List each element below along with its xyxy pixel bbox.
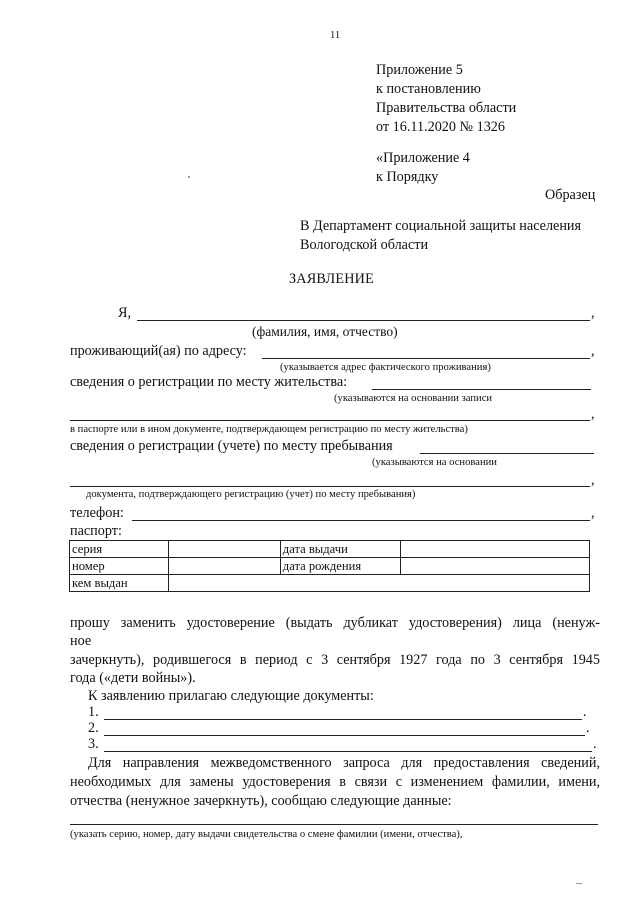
address-hint: (указывается адрес фактического проживания) xyxy=(280,362,491,373)
series-value-cell[interactable] xyxy=(168,541,280,558)
request-line-1: прошу заменить удостоверение (выдать дубликат удостоверения) лица (ненуж- xyxy=(70,615,600,631)
stay-label: сведения о регистрации (учете) по месту пребывания xyxy=(70,438,393,454)
passport-row-2 xyxy=(70,558,590,575)
attach-item-1-number: 1. xyxy=(88,704,99,720)
appendix-line3: Правительства области xyxy=(376,100,517,116)
document-title: ЗАЯВЛЕНИЕ xyxy=(289,271,374,287)
attach-intro: К заявлению прилагаю следующие документы: xyxy=(88,688,374,704)
addressee-line1: В Департамент социальной защиты населения xyxy=(300,218,582,234)
attach-item-3-line[interactable] xyxy=(104,751,592,752)
registration-comma: , xyxy=(591,406,595,422)
sub-appendix-line1: «Приложение 4 xyxy=(376,150,470,166)
issued-by-label: кем выдан xyxy=(70,575,169,592)
issued-by-value-cell[interactable] xyxy=(168,575,589,592)
sub-appendix-line2: к Порядку xyxy=(376,169,439,185)
registration-label: сведения о регистрации по месту жительства: xyxy=(70,374,348,390)
stay-field-line-2[interactable] xyxy=(70,486,590,487)
addressee-line2: Вологодской области xyxy=(300,237,429,253)
address-label: проживающий(ая) по адресу: xyxy=(70,343,247,359)
appendix-line1: Приложение 5 xyxy=(376,62,463,78)
registration-field-line-2[interactable] xyxy=(70,420,590,421)
registration-hint: (указываются на основании записи xyxy=(334,393,493,404)
passport-label: паспорт: xyxy=(70,523,122,539)
number-value-cell[interactable] xyxy=(168,558,280,575)
issue-date-value-cell[interactable] xyxy=(401,541,590,558)
attach-item-1-line[interactable] xyxy=(104,719,582,720)
fio-hint: (фамилия, имя, отчество) xyxy=(252,324,398,339)
phone-label: телефон: xyxy=(70,505,124,521)
issue-date-label: дата выдачи xyxy=(280,541,401,558)
fio-field-line[interactable] xyxy=(137,320,590,321)
address-comma: , xyxy=(591,343,595,359)
phone-comma: , xyxy=(591,505,595,521)
fio-comma: , xyxy=(591,305,595,321)
stay-comma: , xyxy=(591,472,595,488)
address-field-line[interactable] xyxy=(262,358,590,359)
sample-label: Образец xyxy=(545,187,596,203)
interdept-line-2: необходимых для замены удостоверения в связи с изменением фамилии, имени, xyxy=(70,774,600,790)
birth-date-value-cell[interactable] xyxy=(401,558,590,575)
registration-field-line[interactable] xyxy=(372,389,591,390)
passport-row-3 xyxy=(70,575,590,592)
attach-item-2-line[interactable] xyxy=(104,735,585,736)
interdept-line-3: отчества (ненужное зачеркнуть), сообщаю следующие данные: xyxy=(70,793,452,809)
series-label: серия xyxy=(70,541,169,558)
stay-field-line[interactable] xyxy=(420,453,594,454)
registration-hint-2: в паспорте или в ином документе, подтверждающем регистрацию по месту жительства) xyxy=(70,424,468,435)
attach-item-2-number: 2. xyxy=(88,720,99,736)
attach-item-1-dot: . xyxy=(583,704,587,720)
attach-item-3-dot: . xyxy=(593,736,597,752)
ya-label: Я, xyxy=(118,305,132,321)
certificate-field-line[interactable] xyxy=(70,824,598,825)
attach-item-2-dot: . xyxy=(586,720,590,736)
request-line-4: года («дети войны»). xyxy=(70,670,196,686)
scan-speck xyxy=(188,176,190,178)
page-number: 11 xyxy=(330,30,341,41)
request-line-2: ное xyxy=(70,633,92,649)
certificate-hint: (указать серию, номер, дату выдачи свидетельства о смене фамилии (имени, отчества), xyxy=(70,829,463,840)
scan-speck xyxy=(576,883,582,884)
stay-hint: (указываются на основании xyxy=(372,457,497,468)
appendix-line4: от 16.11.2020 № 1326 xyxy=(376,119,505,135)
interdept-line-1: Для направления межведомственного запроса для предоставления сведений, xyxy=(88,755,600,771)
stay-hint-2: документа, подтверждающего регистрацию (учет) по месту пребывания) xyxy=(86,489,416,500)
passport-row-1 xyxy=(70,541,590,558)
passport-table xyxy=(69,540,590,592)
number-label: номер xyxy=(70,558,169,575)
request-line-3: зачеркнуть), родившегося в период с 3 сентября 1927 года по 3 сентября 1945 xyxy=(70,652,600,668)
phone-field-line[interactable] xyxy=(132,520,590,521)
birth-date-label: дата рождения xyxy=(280,558,401,575)
appendix-line2: к постановлению xyxy=(376,81,481,97)
attach-item-3-number: 3. xyxy=(88,736,99,752)
